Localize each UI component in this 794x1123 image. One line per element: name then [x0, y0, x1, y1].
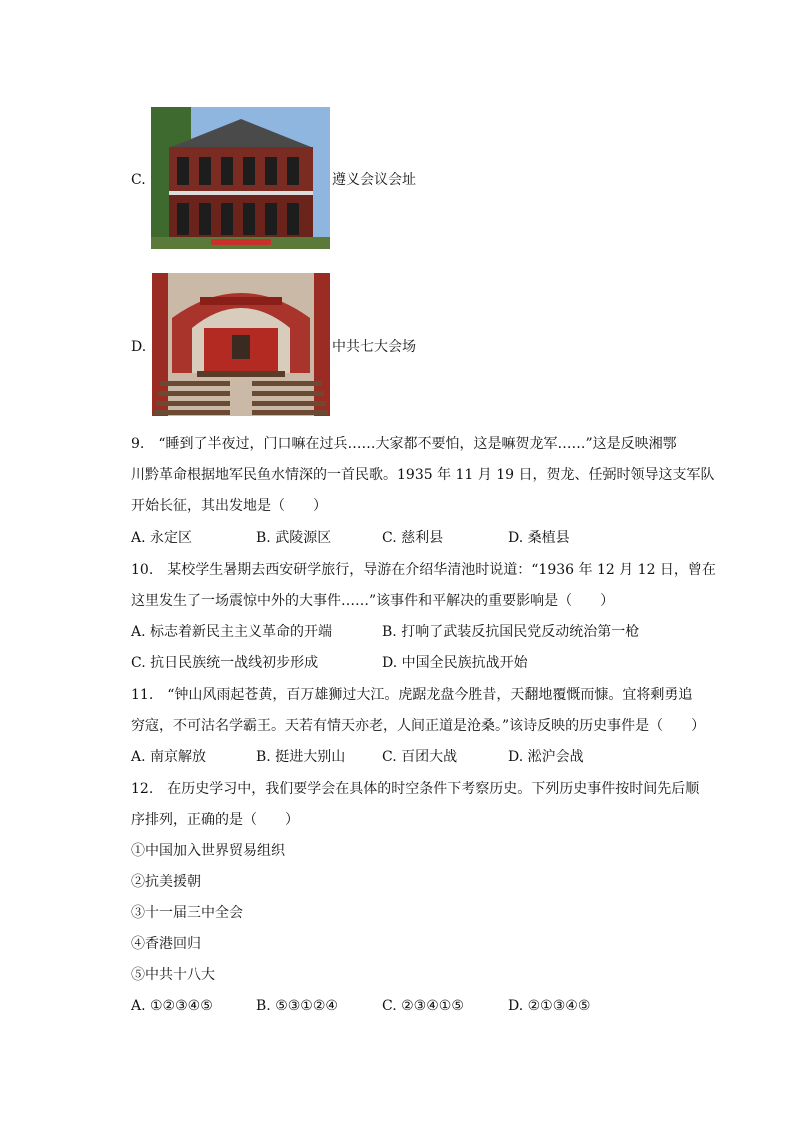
q12-item-1: ①中国加入世界贸易组织	[131, 843, 285, 859]
q12-line-2: 序排列，正确的是（ ）	[131, 812, 299, 828]
option-d-letter: D.	[131, 339, 147, 355]
q9-option-a: A. 永定区	[131, 530, 193, 546]
option-d-caption: 中共七大会场	[332, 339, 416, 355]
q9-line-2: 川黔革命根据地军民鱼水情深的一首民歌。1935 年 11 月 19 日，贺龙、任弼时领导这支军队	[131, 467, 715, 483]
q12-item-3: ③十一届三中全会	[131, 905, 243, 921]
q11-line-2: 穷寇，不可沽名学霸王。天若有情天亦老，人间正道是沧桑。”该诗反映的历史事件是（ ）	[131, 718, 706, 734]
q11-line-1: 11. “钟山风雨起苍黄，百万雄狮过大江。虎踞龙盘今胜昔，天翻地覆慨而慷。宜将剩勇追	[131, 687, 693, 703]
q12-option-c: C. ②③④①⑤	[382, 998, 464, 1014]
q9-option-b: B. 武陵源区	[256, 530, 332, 546]
q10-option-c: C. 抗日民族统一战线初步形成	[131, 655, 319, 671]
q12-item-2: ②抗美援朝	[131, 874, 201, 890]
q10-option-a: A. 标志着新民主主义革命的开端	[131, 624, 333, 640]
option-c-caption: 遵义会议会址	[332, 172, 416, 188]
q9-line-3: 开始长征，其出发地是（ ）	[131, 498, 327, 514]
q9-line-1: 9. “睡到了半夜过，门口嘛在过兵……大家都不要怕，这是嘛贺龙军……”这是反映湘鄂	[131, 436, 677, 452]
q12-option-d: D. ②①③④⑤	[508, 998, 591, 1014]
seventh-congress-hall-photo	[152, 273, 330, 416]
q10-line-1: 10. 某校学生暑期去西安研学旅行，导游在介绍华清池时说道：“1936 年 12 月 12 日，曾在	[131, 562, 716, 578]
q12-option-a: A. ①②③④⑤	[131, 998, 213, 1014]
q9-option-d: D. 桑植县	[508, 530, 570, 546]
q12-option-b: B. ⑤③①②④	[256, 998, 338, 1014]
q10-line-2: 这里发生了一场震惊中外的大事件……”该事件和平解决的重要影响是（ ）	[131, 593, 615, 609]
q12-item-4: ④香港回归	[131, 936, 201, 952]
option-c-letter: C.	[131, 172, 146, 188]
q9-option-c: C. 慈利县	[382, 530, 444, 546]
q12-line-1: 12. 在历史学习中，我们要学会在具体的时空条件下考察历史。下列历史事件按时间先后顺	[131, 781, 700, 797]
q11-option-b: B. 挺进大别山	[256, 749, 346, 765]
q11-option-a: A. 南京解放	[131, 749, 207, 765]
q10-option-d: D. 中国全民族抗战开始	[382, 655, 528, 671]
q11-option-d: D. 淞沪会战	[508, 749, 584, 765]
zunyi-building-photo	[151, 107, 330, 249]
q12-item-5: ⑤中共十八大	[131, 967, 215, 983]
q11-option-c: C. 百团大战	[382, 749, 458, 765]
q10-option-b: B. 打响了武装反抗国民党反动统治第一枪	[382, 624, 640, 640]
